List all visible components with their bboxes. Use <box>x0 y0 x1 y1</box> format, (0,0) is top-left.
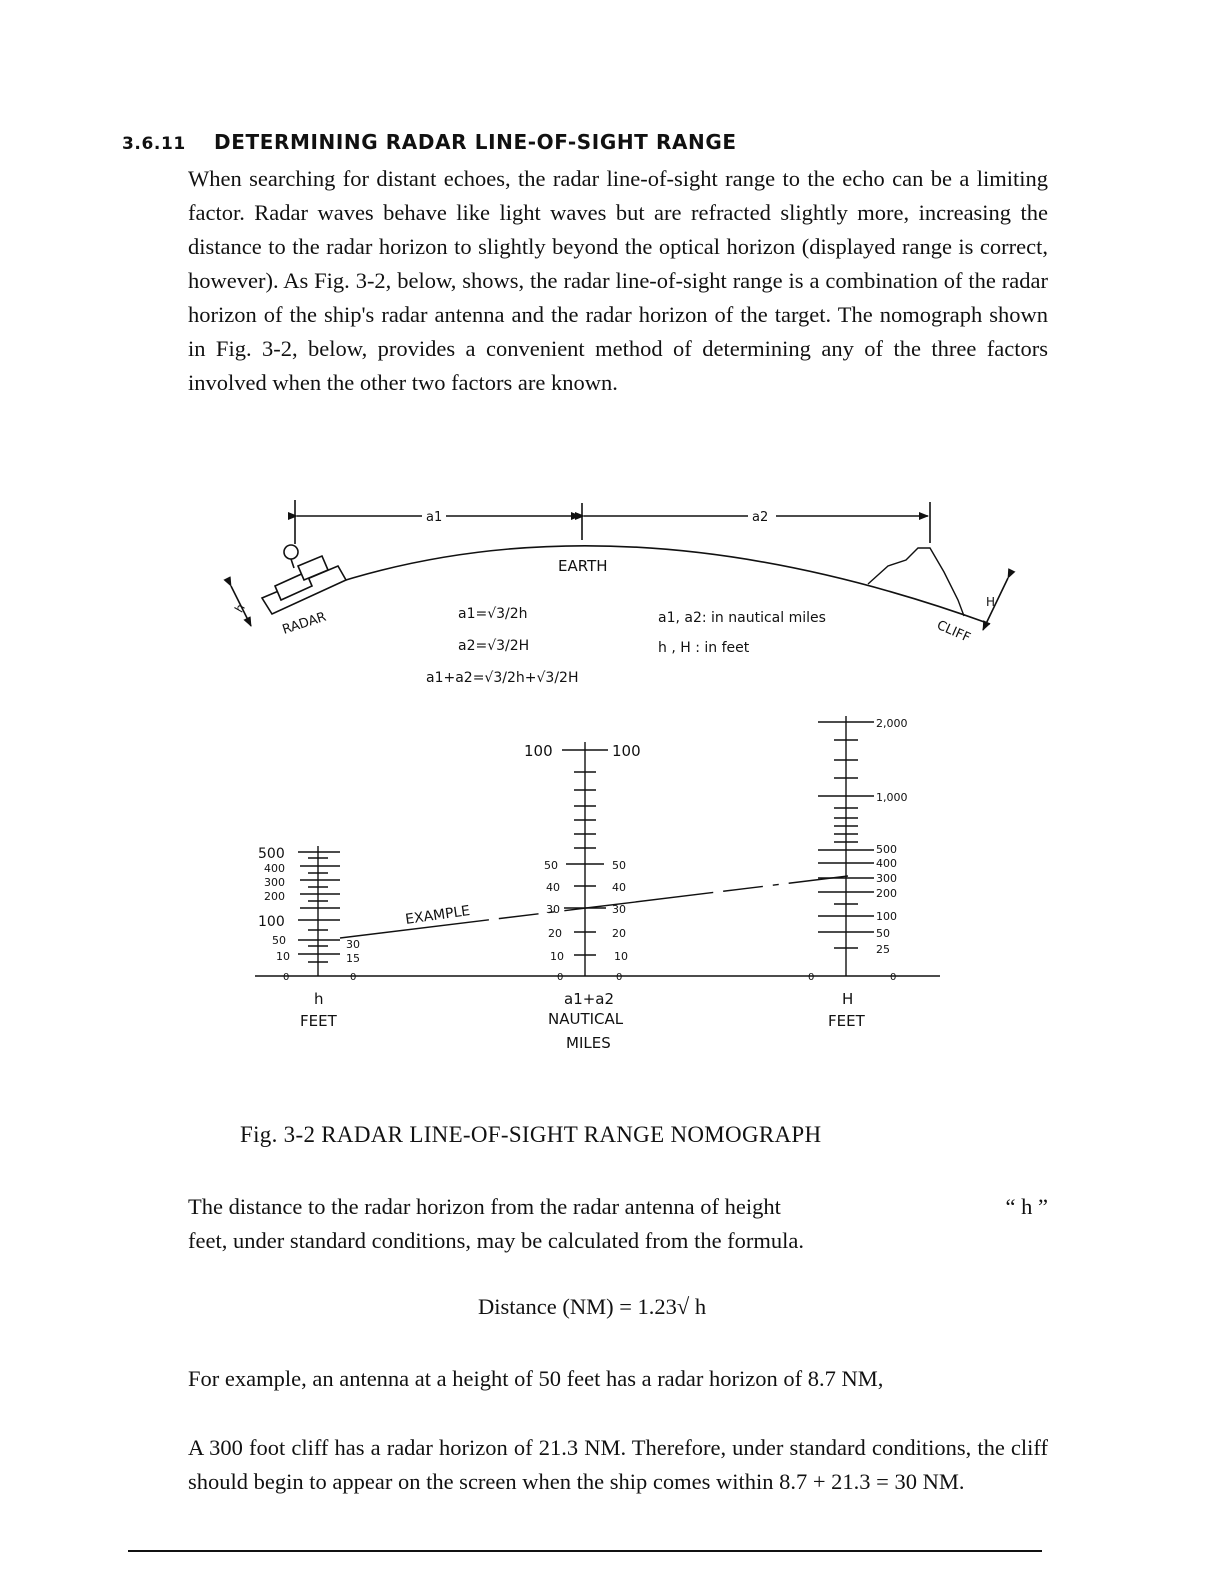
h-scale-units: FEET <box>300 1012 337 1030</box>
range-scale-units: MILES <box>566 1034 611 1052</box>
range-scale-left-tick: 100 <box>524 742 553 760</box>
earth-label: EARTH <box>558 557 608 575</box>
h-scale-tick: 10 <box>276 950 290 963</box>
range-scale-left-tick: 0 <box>557 972 564 983</box>
height-scale <box>818 716 874 976</box>
section-number: 3.6.11 <box>122 134 186 154</box>
earth-curve <box>268 546 990 624</box>
h-scale-inner-tick: 0 <box>350 972 357 983</box>
range-scale-title: a1+a2 <box>564 990 615 1008</box>
range-scale-right-tick: 0 <box>616 972 623 983</box>
h-small-label: h <box>231 601 248 615</box>
range-scale-left-tick: 50 <box>544 859 558 872</box>
h-scale-tick: 50 <box>272 934 286 947</box>
section-heading <box>122 130 737 154</box>
paragraph-formula-intro-start: The distance to the radar horizon from the radar antenna of height <box>188 1194 781 1219</box>
distance-formula: Distance (NM) = 1.23√ h <box>478 1294 707 1319</box>
formula-sum: a1+a2=√3/2h+√3/2H <box>426 670 579 686</box>
paragraph-formula-intro-end: feet, under standard conditions, may be calculated from the formula. <box>188 1228 805 1253</box>
range-scale-units: NAUTICAL <box>548 1010 624 1028</box>
height-scale-tick: 400 <box>876 857 897 870</box>
range-scale <box>562 742 608 976</box>
h-scale-inner-tick: 15 <box>346 952 360 965</box>
figure-caption: Fig. 3-2 RADAR LINE-OF-SIGHT RANGE NOMOGRAPH <box>240 1122 822 1147</box>
height-scale-tick: 2,000 <box>876 717 908 730</box>
range-scale-right-tick: 20 <box>612 927 626 940</box>
distance-dimension-lines <box>295 500 930 544</box>
range-scale-left-tick: 20 <box>548 927 562 940</box>
h-scale <box>298 846 340 976</box>
height-scale-tick: 300 <box>876 872 897 885</box>
height-scale-tick: 200 <box>876 887 897 900</box>
range-scale-right-tick: 50 <box>612 859 626 872</box>
quoted-h: “ h ” <box>1005 1194 1048 1219</box>
height-scale-left-tick: 0 <box>808 972 815 983</box>
section-title: DETERMINING RADAR LINE-OF-SIGHT RANGE <box>214 130 737 154</box>
units-h: h , H : in feet <box>658 640 750 656</box>
height-scale-units: FEET <box>828 1012 865 1030</box>
paragraph-formula-intro <box>188 1190 1048 1258</box>
range-scale-left-tick: 40 <box>546 881 560 894</box>
h-scale-tick: 200 <box>264 890 285 903</box>
units-a: a1, a2: in nautical miles <box>658 610 826 626</box>
height-scale-tick: 50 <box>876 927 890 940</box>
h-large-label: H <box>986 595 996 609</box>
height-scale-title: H <box>842 990 854 1008</box>
h-scale-tick: 300 <box>264 876 285 889</box>
height-scale-tick: 1,000 <box>876 791 908 804</box>
nomograph-figure <box>0 480 1224 1100</box>
example-label: EXAMPLE <box>404 903 472 928</box>
cliff-paragraph: A 300 foot cliff has a radar horizon of 21.3 NM. Therefore, under standard conditions, the cliff should begin to appear on the screen when the ship comes within 8.7 + 21.3 = 30 NM. <box>188 1435 1048 1494</box>
range-scale-right-tick: 10 <box>614 950 628 963</box>
h-scale-tick: 100 <box>258 914 285 930</box>
range-scale-right-tick: 40 <box>612 881 626 894</box>
height-scale-tick: 100 <box>876 910 897 923</box>
bottom-rule <box>128 1550 1042 1552</box>
range-scale-left-tick: 30 <box>546 903 560 916</box>
example-paragraph: For example, an antenna at a height of 50 feet has a radar horizon of 8.7 NM, <box>188 1366 884 1391</box>
range-scale-right-tick: 30 <box>612 903 626 916</box>
radar-label: RADAR <box>280 609 329 638</box>
height-scale-tick: 0 <box>890 972 897 983</box>
h-scale-title: h <box>314 990 324 1008</box>
formula-a2: a2=√3/2H <box>458 638 530 654</box>
range-scale-right-tick: 100 <box>612 742 641 760</box>
height-scale-tick: 500 <box>876 843 897 856</box>
cliff-label: CLIFF <box>934 617 973 646</box>
h-scale-tick: 0 <box>283 972 290 983</box>
h-scale-tick: 500 <box>258 846 285 862</box>
cliff-outline <box>868 548 964 616</box>
ship-icon <box>262 545 346 614</box>
a1-label: a1 <box>426 510 443 525</box>
formula-a1: a1=√3/2h <box>458 606 528 622</box>
h-scale-inner-tick: 30 <box>346 938 360 951</box>
height-scale-tick: 25 <box>876 943 890 956</box>
intro-paragraph: When searching for distant echoes, the radar line-of-sight range to the echo can be a limiting factor. Radar waves behave like light waves but are refracted slightly more, increasing the distance to the radar horizon to slightly beyond the optical horizon (displayed range is correct, however). As Fig. 3-2, below, shows, the radar line-of-sight range is a combination of the radar horizon of the ship's radar antenna and the radar horizon of the target. The nomograph shown in Fig. 3-2, below, provides a convenient method of determining any of the three factors involved when the other two factors are known. <box>188 166 1048 395</box>
h-scale-tick: 400 <box>264 862 285 875</box>
a2-label: a2 <box>752 510 769 525</box>
range-scale-left-tick: 10 <box>550 950 564 963</box>
